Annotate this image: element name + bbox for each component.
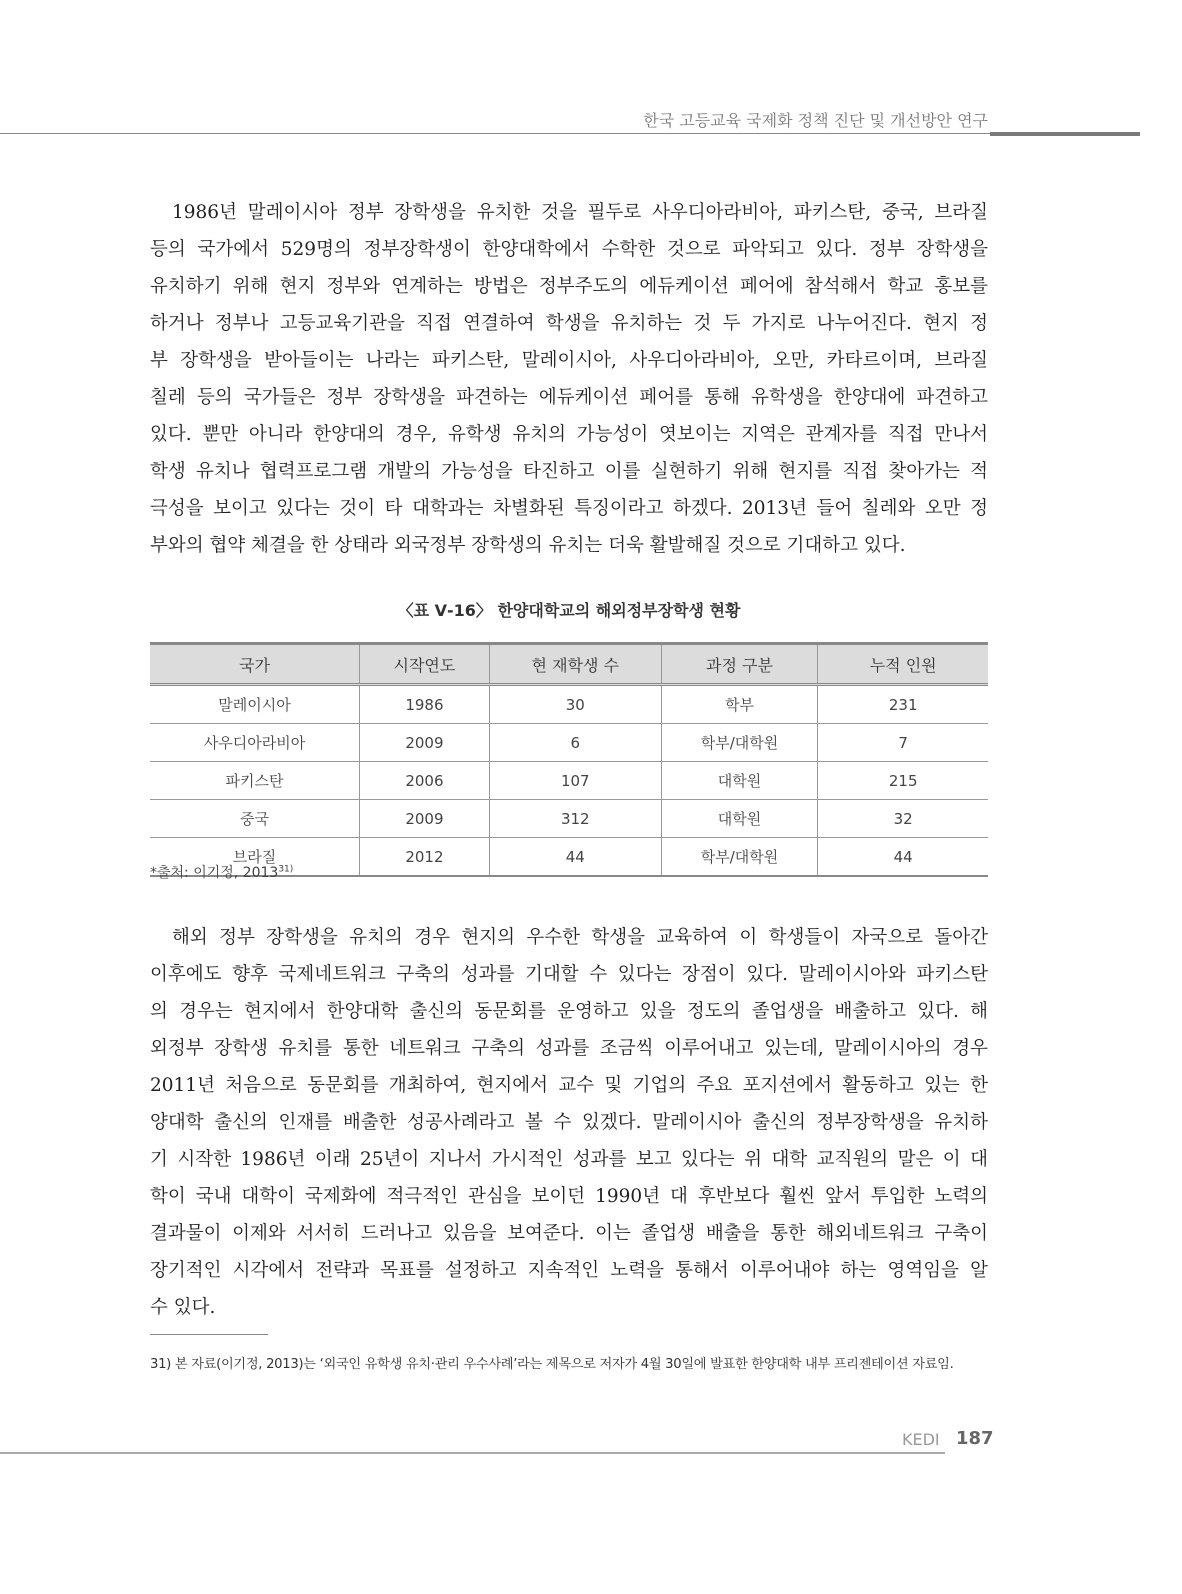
- text-line: 2011년 처음으로 동문회를 개최하여, 현지에서 교수 및 기업의 주요 포지션에서 활동하고 있는 한: [150, 1075, 988, 1096]
- table-cell: 215: [818, 762, 988, 800]
- footnote-rule: [150, 1334, 268, 1335]
- table-cell: 대학원: [661, 762, 818, 800]
- column-header: 과정 구분: [661, 644, 818, 685]
- text-line: 결과물이 이제와 서서히 드러나고 있음을 보여준다. 이는 졸업생 배출을 통한 해외네트워크 구축이: [150, 1223, 988, 1244]
- table-cell: 1986: [360, 685, 490, 724]
- table-row: [150, 685, 988, 724]
- text-line: 이후에도 향후 국제네트워크 구축의 성과를 기대할 수 있다는 장점이 있다. 말레이시아와 파키스탄: [150, 964, 988, 985]
- text-line: 외정부 장학생 유치를 통한 네트워크 구축의 성과를 조금씩 이루어내고 있는데, 말레이시아의 경우: [150, 1038, 988, 1059]
- text-line: 학이 국내 대학이 국제화에 적극적인 관심을 보이던 1990년 대 후반보다 훨씬 앞서 투입한 노력의: [150, 1186, 988, 1207]
- column-header: 현 재학생 수: [489, 644, 661, 685]
- table-cell: 말레이시아: [150, 685, 360, 724]
- table-cell: 2009: [360, 724, 490, 762]
- table-header-row: [150, 644, 988, 685]
- table-cell: 중국: [150, 800, 360, 838]
- table-cell: 32: [818, 800, 988, 838]
- header-rule: [0, 133, 1000, 134]
- table-row: [150, 800, 988, 838]
- running-header: 한국 고등교육 국제화 정책 진단 및 개선방안 연구: [643, 111, 988, 130]
- table-cell: 학부/대학원: [661, 724, 818, 762]
- table-cell: 312: [489, 800, 661, 838]
- table-cell: 2009: [360, 800, 490, 838]
- text-line: 칠레 등의 국가들은 정부 장학생을 파견하는 에듀케이션 페어를 통해 유학생을 한양대에 파견하고: [150, 387, 988, 408]
- column-header: 국가: [150, 644, 360, 685]
- column-header: 시작연도: [360, 644, 490, 685]
- table-cell: 2006: [360, 762, 490, 800]
- text-line: 장기적인 시각에서 전략과 목표를 설정하고 지속적인 노력을 통해서 이루어내야 하는 영역임을 알: [150, 1260, 988, 1281]
- column-header: 누적 인원: [818, 644, 988, 685]
- footnote-ref: 31): [278, 864, 294, 875]
- table-cell: 대학원: [661, 800, 818, 838]
- publisher-label: KEDI: [902, 1430, 940, 1449]
- table-cell: 2012: [360, 838, 490, 877]
- text-line: 수 있다.: [150, 1297, 216, 1318]
- source-text: *출처: 이기정, 2013: [150, 865, 279, 881]
- table-cell: 브라질: [150, 838, 360, 877]
- footer-rule: [0, 1452, 945, 1454]
- footnote: 31) 본 자료(이기정, 2013)는 ‘외국인 유학생 유치·관리 우수사례’라는 제목으로 저자가 4월 30일에 발표한 한양대학 내부 프리젠테이션 자료임.: [150, 1357, 954, 1372]
- paragraph-2: [150, 919, 988, 1326]
- text-line: 기 시작한 1986년 이래 25년이 지나서 가시적인 성과를 보고 있다는 위 대학 교직원의 말은 이 대: [150, 1149, 988, 1170]
- table-row: [150, 762, 988, 800]
- table-cell: 학부/대학원: [661, 838, 818, 877]
- table-cell: 107: [489, 762, 661, 800]
- table-row: [150, 724, 988, 762]
- text-line: 등의 국가에서 529명의 정부장학생이 한양대학에서 수학한 것으로 파악되고 있다. 정부 장학생을: [150, 239, 988, 260]
- text-line: 하거나 정부나 고등교육기관을 직접 연결하여 학생을 유치하는 것 두 가지로 나누어진다. 현지 정: [150, 313, 988, 334]
- table-cell: 30: [489, 685, 661, 724]
- table-cell: 44: [489, 838, 661, 877]
- page-number: 187: [956, 1428, 994, 1449]
- text-line: 있다. 뿐만 아니라 한양대의 경우, 유학생 유치의 가능성이 엿보이는 지역은 관계자를 직접 만나서: [150, 424, 988, 445]
- table-source: [150, 862, 293, 882]
- table-cell: 7: [818, 724, 988, 762]
- text-line: 유치하기 위해 현지 정부와 연계하는 방법은 정부주도의 에듀케이션 페어에 참석해서 학교 홍보를: [150, 276, 988, 297]
- table-title: 〈표 Ⅴ-16〉 한양대학교의 해외정부장학생 현황: [397, 601, 741, 620]
- table-cell: 파키스탄: [150, 762, 360, 800]
- paragraph-1: [150, 194, 988, 564]
- text-line: 1986년 말레이시아 정부 장학생을 유치한 것을 필두로 사우디아라비아, 파키스탄, 중국, 브라질: [172, 202, 988, 223]
- text-line: 의 경우는 현지에서 한양대학 출신의 동문회를 운영하고 있을 정도의 졸업생을 배출하고 있다. 해: [150, 1001, 988, 1022]
- table-cell: 6: [489, 724, 661, 762]
- table-cell: 사우디아라비아: [150, 724, 360, 762]
- text-line: 양대학 출신의 인재를 배출한 성공사례라고 볼 수 있겠다. 말레이시아 출신의 정부장학생을 유치하: [150, 1112, 988, 1133]
- table-cell: 231: [818, 685, 988, 724]
- text-line: 학생 유치나 협력프로그램 개발의 가능성을 타진하고 이를 실현하기 위해 현지를 직접 찾아가는 적: [150, 461, 988, 482]
- text-line: 해외 정부 장학생을 유치의 경우 현지의 우수한 학생을 교육하여 이 학생들이 자국으로 돌아간: [172, 927, 988, 948]
- text-line: 극성을 보이고 있다는 것이 타 대학과는 차별화된 특징이라고 하겠다. 2013년 들어 칠레와 오만 정: [150, 498, 988, 519]
- table-cell: 44: [818, 838, 988, 877]
- text-line: 부와의 협약 체결을 한 상태라 외국정부 장학생의 유치는 더욱 활발해질 것으로 기대하고 있다.: [150, 535, 906, 556]
- table-cell: 학부: [661, 685, 818, 724]
- header-accent-bar: [990, 132, 1140, 136]
- scholarship-table: [150, 642, 988, 877]
- text-line: 부 장학생을 받아들이는 나라는 파키스탄, 말레이시아, 사우디아라비아, 오만, 카타르이며, 브라질: [150, 350, 988, 371]
